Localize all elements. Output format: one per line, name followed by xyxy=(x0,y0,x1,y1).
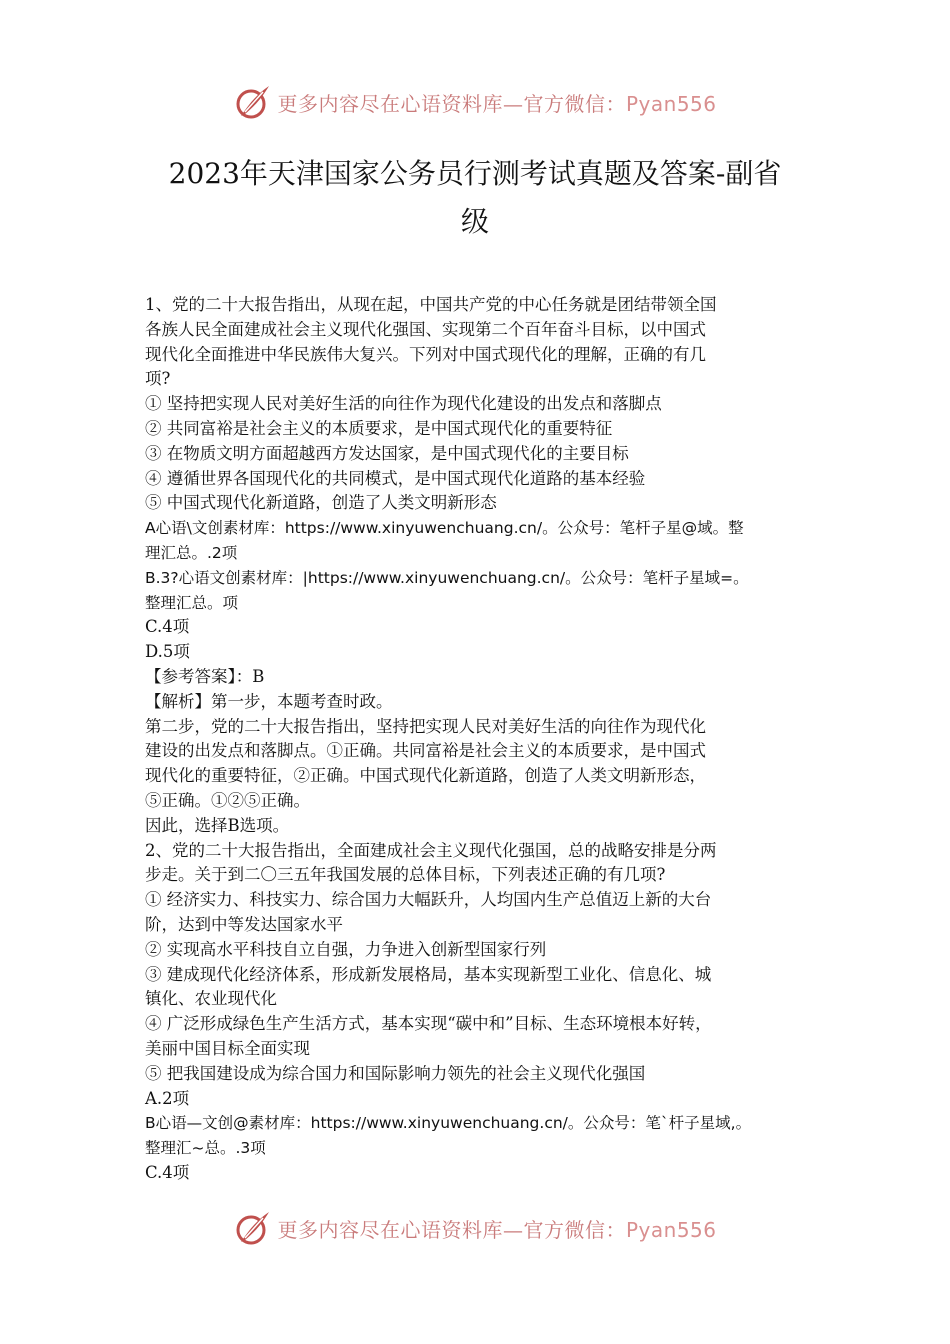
header-banner xyxy=(0,80,950,124)
option-line: 美丽中国目标全面实现 xyxy=(145,1038,310,1058)
reference-answer: 【参考答案】：B xyxy=(145,666,265,686)
conclusion-line: 因此，选择B选项。 xyxy=(145,815,290,835)
option-line: ② 共同富裕是社会主义的本质要求，是中国式现代化的重要特征 xyxy=(145,418,613,438)
text-line: 1、党的二十大报告指出，从现在起，中国共产党的中心任务就是团结带领全国 xyxy=(145,295,717,314)
text-line: 各族人民全面建成社会主义现代化强国、实现第二个百年奋斗目标，以中国式 xyxy=(145,319,706,339)
option-line: 阶，达到中等发达国家水平 xyxy=(145,914,343,934)
analysis-line: 【解析】第一步，本题考查时政。 xyxy=(145,691,393,711)
option-line: ③ 建成现代化经济体系，形成新发展格局，基本实现新型工业化、信息化、城 xyxy=(145,964,712,984)
footer-banner-text: 更多内容尽在心语资料库—官方微信：Pyan556 xyxy=(277,1217,717,1242)
answer-choice-c: C.4项 xyxy=(145,1162,190,1182)
document-body xyxy=(145,293,825,1186)
text-line: 步走。关于到二〇三五年我国发展的总体目标，下列表述正确的有几项? xyxy=(145,865,666,885)
page-title xyxy=(145,150,805,246)
answer-choice-a: A心语\文创素材库：https://www.xinyuwenchuang.cn/。公众号：笔杆子星@域。整 xyxy=(145,519,744,538)
option-line: ⑤ 中国式现代化新道路，创造了人类文明新形态 xyxy=(145,493,497,513)
option-line: ① 坚持把实现人民对美好生活的向往作为现代化建设的出发点和落脚点 xyxy=(145,394,662,414)
option-line: 镇化、农业现代化 xyxy=(145,989,277,1009)
answer-choice-a: A.2项 xyxy=(145,1088,190,1108)
text-line: 项? xyxy=(145,369,171,389)
answer-choice-b: B心语—文创@素材库：https://www.xinyuwenchuang.cn/。公众号：笔`杆子星域,。 xyxy=(145,1114,752,1133)
answer-choice-b: B.3?心语文创素材库：|https://www.xinyuwenchuang.cn/。公众号：笔杆子星域=。 xyxy=(145,568,749,587)
option-line: ④ 广泛形成绿色生产生活方式，基本实现“碳中和”目标、生态环境根本好转， xyxy=(145,1014,712,1034)
text-line: 现代化全面推进中华民族伟大复兴。下列对中国式现代化的理解，正确的有几 xyxy=(145,344,706,364)
header-banner-text: 更多内容尽在心语资料库—官方微信：Pyan556 xyxy=(277,91,717,116)
answer-choice-d: D.5项 xyxy=(145,642,190,662)
quill-pen-logo-icon xyxy=(233,1208,273,1248)
text-line: 2、党的二十大报告指出，全面建成社会主义现代化强国，总的战略安排是分两 xyxy=(145,840,717,860)
title-line-1: 2023年天津国家公务员行测考试真题及答案-副省 xyxy=(168,157,782,190)
wechat-id: Pyan556 xyxy=(625,1217,717,1242)
answer-choice-b-cont: 整理汇总。项 xyxy=(145,593,239,612)
option-line: ③ 在物质文明方面超越西方发达国家，是中国式现代化的主要目标 xyxy=(145,443,629,463)
answer-choice-c: C.4项 xyxy=(145,617,190,637)
quill-pen-logo-icon xyxy=(233,82,273,122)
analysis-line: 建设的出发点和落脚点。①正确。共同富裕是社会主义的本质要求，是中国式 xyxy=(145,741,706,761)
option-line: ④ 遵循世界各国现代化的共同模式，是中国式现代化道路的基本经验 xyxy=(145,468,646,488)
analysis-line: ⑤正确。①②⑤正确。 xyxy=(145,790,310,810)
title-line-2: 级 xyxy=(460,205,489,238)
option-line: ② 实现高水平科技自立自强，力争进入创新型国家行列 xyxy=(145,939,547,959)
wechat-id: Pyan556 xyxy=(625,91,717,116)
answer-choice-a-cont: 理汇总。.2项 xyxy=(145,543,238,562)
analysis-line: 第二步，党的二十大报告指出，坚持把实现人民对美好生活的向往作为现代化 xyxy=(145,716,706,736)
footer-banner xyxy=(0,1206,950,1250)
analysis-line: 现代化的重要特征，②正确。中国式现代化新道路，创造了人类文明新形态， xyxy=(145,766,706,786)
option-line: ⑤ 把我国建设成为综合国力和国际影响力领先的社会主义现代化强国 xyxy=(145,1063,646,1083)
answer-choice-b-cont: 整理汇~总。.3项 xyxy=(145,1139,266,1158)
option-line: ① 经济实力、科技实力、综合国力大幅跃升，人均国内生产总值迈上新的大台 xyxy=(145,890,712,910)
